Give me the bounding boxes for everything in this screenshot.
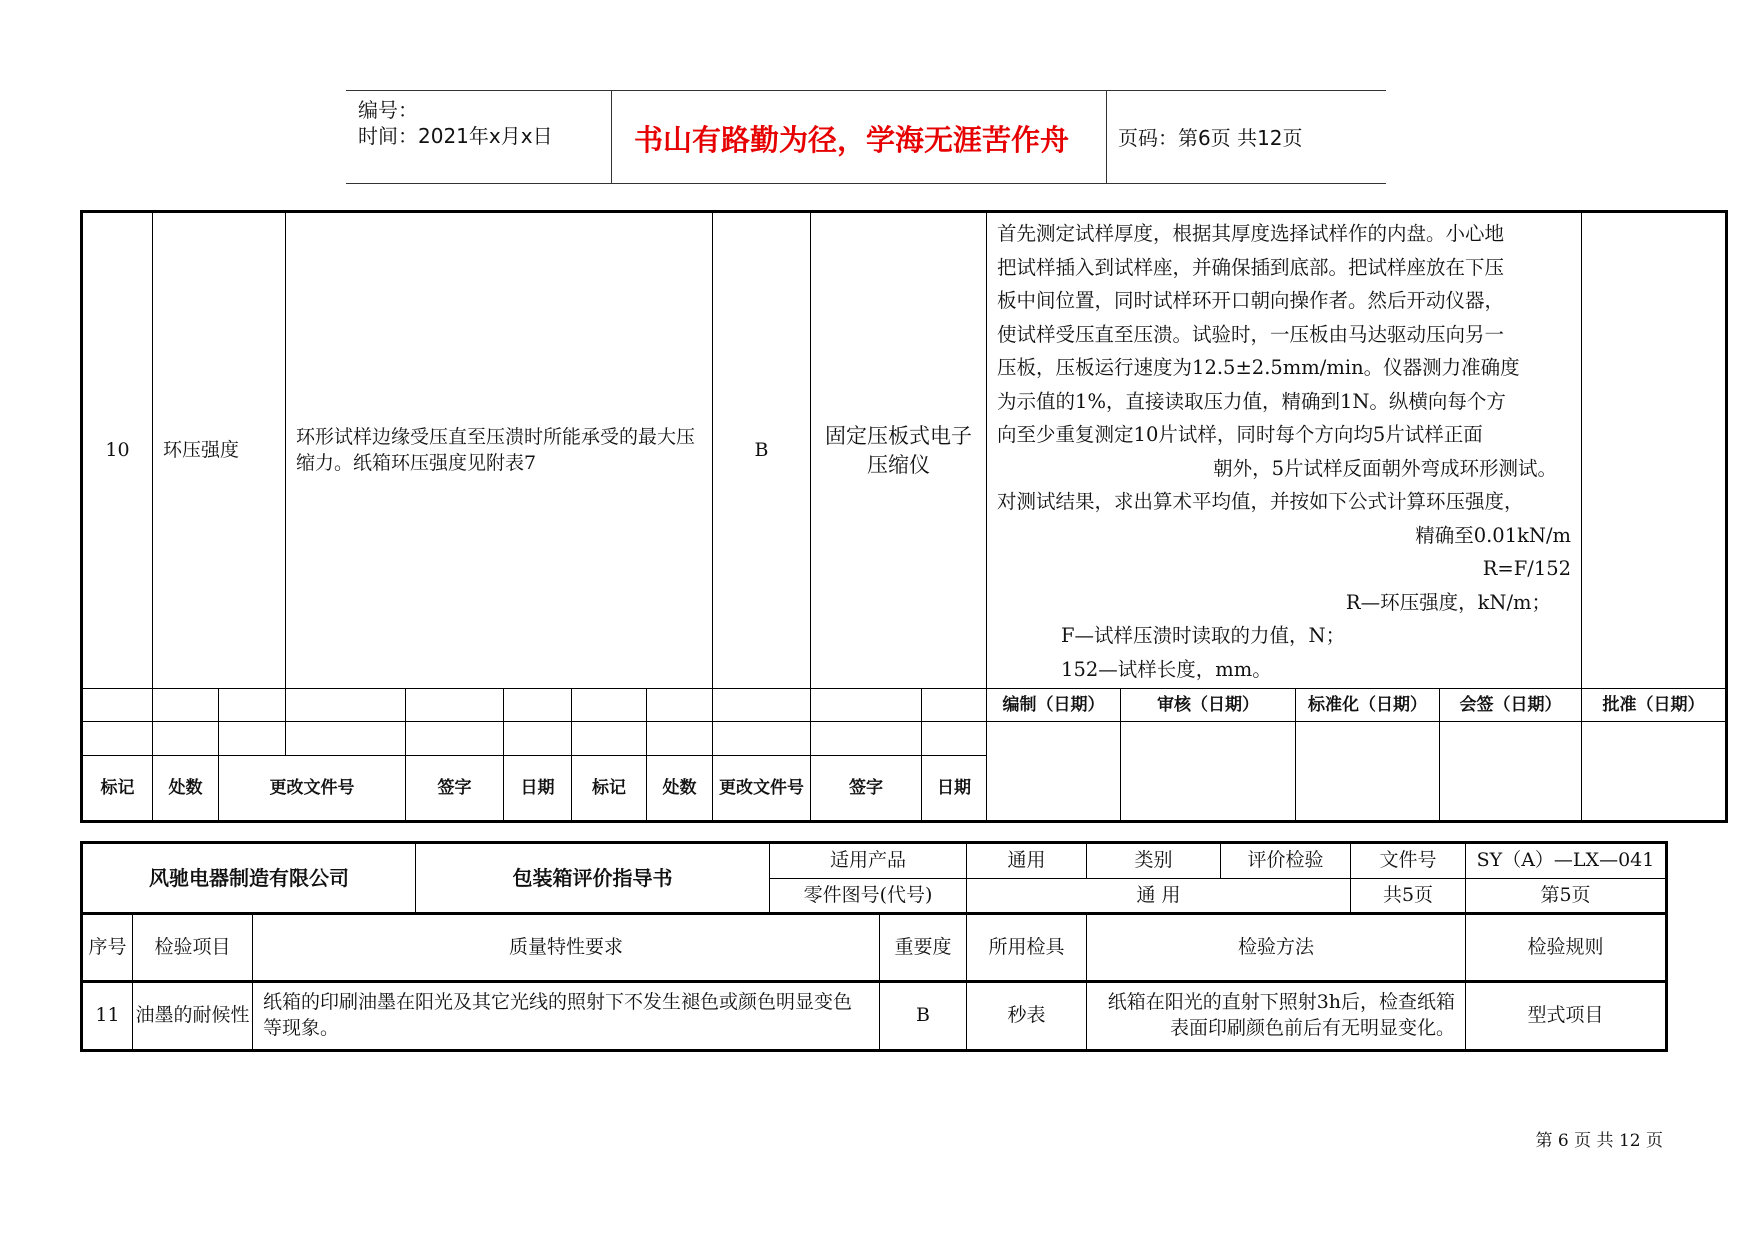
company-name: 风驰电器制造有限公司 [83, 844, 416, 914]
inspection-rule-cell [1582, 213, 1726, 689]
rev-docno-label-2: 更改文件号 [713, 756, 811, 821]
header-slogan: 书山有路勤为径，学海无涯苦作舟 [634, 123, 1070, 157]
header-page-label: 页码：第6页 共12页 [1118, 126, 1303, 150]
approval-approve-label: 批准（日期） [1582, 689, 1726, 722]
approval-review-label: 审核（日期） [1121, 689, 1296, 722]
method-line: 使试样受压直至压溃。试验时，一压板由马达驱动压向另一 [997, 322, 1505, 346]
rev-count-label-2: 处数 [647, 756, 713, 821]
file-number-value: SY（A）—LX—041 [1466, 844, 1666, 879]
applicable-product-label: 适用产品 [770, 844, 967, 879]
quality-requirement: 纸箱的印刷油墨在阳光及其它光线的照射下不发生褪色或颜色明显变色等现象。 [253, 982, 880, 1050]
col-importance: 重要度 [880, 914, 967, 982]
inspection-tool: 秒表 [967, 982, 1087, 1050]
rev-mark-label: 标记 [83, 756, 153, 821]
row-number: 10 [83, 213, 153, 689]
current-page: 第5页 [1466, 879, 1666, 914]
method-line: 向至少重复测定10片试样，同时每个方向均5片试样正面 [997, 423, 1483, 447]
inspection-item: 环压强度 [153, 213, 286, 689]
applicable-product-value: 通用 [967, 844, 1087, 879]
part-number-label: 零件图号(代号) [770, 879, 967, 914]
inspection-rule: 型式项目 [1466, 982, 1666, 1050]
doc-number-label: 编号： [358, 98, 418, 122]
col-rule: 检验规则 [1466, 914, 1666, 982]
method-line: 精确至0.01kN/m [1415, 523, 1572, 547]
inspection-table-part2 [82, 843, 1666, 1050]
rev-mark-label-2: 标记 [572, 756, 647, 821]
approval-standardize-sign [1296, 722, 1440, 821]
doc2-header-row-1 [83, 844, 1666, 879]
method-line: 为示值的1%，直接读取压力值，精确到1N。纵横向每个方 [997, 389, 1506, 413]
method-line: 152—试样长度，mm。 [1061, 657, 1272, 681]
col-serial: 序号 [83, 914, 133, 982]
footer-page-number: 第 6 页 共 12 页 [1535, 1131, 1663, 1151]
row-number: 11 [83, 982, 133, 1050]
column-header-row [83, 914, 1666, 982]
method-line: R=F/152 [1482, 557, 1572, 581]
revision-row-1 [83, 689, 1726, 722]
rev-date-label-2: 日期 [922, 756, 987, 821]
method-line: F—试样压溃时读取的力值，N； [1061, 624, 1346, 648]
quality-requirement: 环形试样边缘受压直至压溃时所能承受的最大压缩力。纸箱环压强度见附表7 [286, 213, 713, 689]
approval-countersign-sign [1440, 722, 1582, 821]
method-line: 压板，压板运行速度为12.5±2.5mm/min。仪器测力准确度 [997, 356, 1520, 380]
method-line: 板中间位置，同时试样环开口朝向操作者。然后开动仪器， [997, 289, 1505, 313]
inspection-method [987, 213, 1582, 689]
header-top-rule [346, 90, 1386, 91]
approval-compile-label: 编制（日期） [987, 689, 1121, 722]
page-header [346, 90, 1386, 184]
header-bottom-rule [346, 183, 1386, 184]
table-row-11 [83, 982, 1666, 1050]
approval-countersign-label: 会签（日期） [1440, 689, 1582, 722]
importance-grade: B [713, 213, 811, 689]
approval-standardize-label: 标准化（日期） [1296, 689, 1440, 722]
inspection-table-part1 [82, 212, 1726, 821]
header-divider-right [1106, 90, 1107, 184]
inspection-item: 油墨的耐候性 [133, 982, 253, 1050]
method-line: 对测试结果，求出算术平均值，并按如下公式计算环压强度， [997, 490, 1524, 514]
rev-sign-label-2: 签字 [811, 756, 922, 821]
method-line: R—环压强度，kN/m； [1345, 590, 1552, 614]
col-item: 检验项目 [133, 914, 253, 982]
file-number-label: 文件号 [1351, 844, 1466, 879]
approval-review-sign [1121, 722, 1296, 821]
doc-time-label: 时间：2021年x月x日 [358, 124, 553, 148]
approval-approve-sign [1582, 722, 1726, 821]
rev-docno-label: 更改文件号 [219, 756, 406, 821]
category-label: 类别 [1087, 844, 1221, 879]
category-value: 评价检验 [1221, 844, 1351, 879]
total-pages: 共5页 [1351, 879, 1466, 914]
table-row-10 [83, 213, 1726, 689]
rev-date-label: 日期 [504, 756, 572, 821]
header-divider-left [611, 90, 612, 184]
doc-title: 包装箱评价指导书 [416, 844, 770, 914]
inspection-tool: 固定压板式电子压缩仪 [811, 213, 987, 689]
col-tool: 所用检具 [967, 914, 1087, 982]
importance-grade: B [880, 982, 967, 1050]
col-requirement: 质量特性要求 [253, 914, 880, 982]
rev-count-label: 处数 [153, 756, 219, 821]
inspection-method: 纸箱在阳光的直射下照射3h后，检查纸箱表面印刷颜色前后有无明显变化。 [1087, 982, 1466, 1050]
col-method: 检验方法 [1087, 914, 1466, 982]
method-line: 首先测定试样厚度，根据其厚度选择试样作的内盘。小心地 [997, 222, 1505, 245]
rev-sign-label: 签字 [406, 756, 504, 821]
approval-compile-sign [987, 722, 1121, 821]
method-line: 把试样插入到试样座，并确保插到底部。把试样座放在下压 [997, 255, 1505, 279]
method-line: 朝外，5片试样反面朝外弯成环形测试。 [1213, 456, 1558, 480]
part-number-value: 通 用 [967, 879, 1351, 914]
revision-row-2 [83, 722, 1726, 756]
